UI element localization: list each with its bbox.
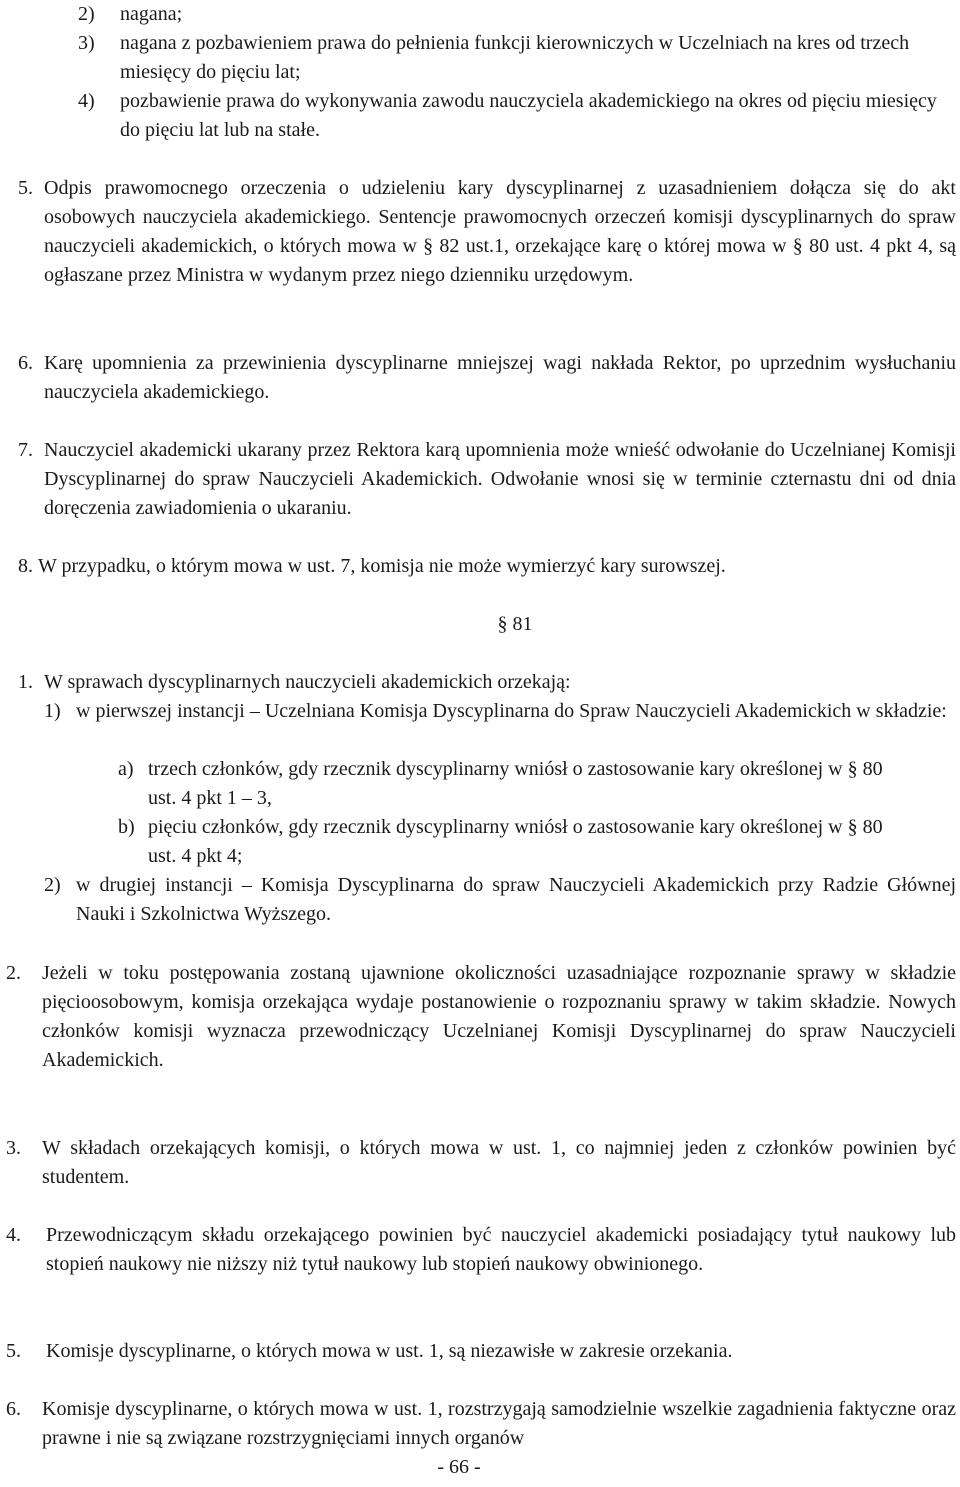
sub-list-item <box>118 813 898 871</box>
section-point-2 <box>6 959 956 1075</box>
paragraph-number: 5. <box>6 1340 21 1362</box>
paragraph-number: 4. <box>6 1224 21 1246</box>
list-item <box>44 871 956 929</box>
paragraph-number: 3. <box>6 1137 21 1159</box>
section-point-1 <box>18 668 956 697</box>
page-number: - 66 - <box>437 1456 481 1478</box>
paragraph-text: Nauczyciel akademicki ukarany przez Rektora karą upomnienia może wnieść odwołanie do Uczelnianej Komisji Dyscyplinarnej do spraw Nauczycieli Akademickich. Odwołanie wnosi się w terminie czternastu dni od dnia doręczenia zawiadomienia o ukaraniu. <box>44 439 956 519</box>
paragraph-number: 2. <box>6 962 21 984</box>
list-item-number: 4) <box>78 90 95 112</box>
paragraph-text: Przewodniczącym składu orzekającego powinien być nauczyciel akademicki posiadający tytuł naukowy lub stopień naukowy nie niższy niż tytuł naukowy lub stopień naukowy obwinionego. <box>46 1224 956 1275</box>
list-item <box>78 29 956 87</box>
list-item <box>78 0 956 29</box>
list-item <box>78 87 956 145</box>
section-point-3 <box>6 1134 956 1192</box>
paragraph-text: W przypadku, o którym mowa w ust. 7, komisja nie może wymierzyć kary surowszej. <box>38 555 726 577</box>
list-item-number: 3) <box>78 32 95 54</box>
sub-list-item-letter: a) <box>118 758 134 780</box>
section-heading: § 81 <box>497 613 533 635</box>
paragraph-text: W sprawach dyscyplinarnych nauczycieli akademickich orzekają: <box>44 671 571 693</box>
paragraph-number: 1. <box>18 671 33 693</box>
list-item-text: pozbawienie prawa do wykonywania zawodu nauczyciela akademickiego na okres od pięciu miesięcy do pięciu lat lub na stałe. <box>120 90 937 141</box>
list-item-text: w pierwszej instancji – Uczelniana Komisja Dyscyplinarna do Spraw Nauczycieli Akademickich w składzie: <box>76 700 947 722</box>
paragraph-5 <box>18 174 956 290</box>
paragraph-text: Komisje dyscyplinarne, o których mowa w ust. 1, są niezawisłe w zakresie orzekania. <box>46 1340 733 1362</box>
section-point-4 <box>6 1221 956 1279</box>
paragraph-7 <box>18 436 956 523</box>
list-item-number: 2) <box>44 874 61 896</box>
list-item-number: 1) <box>44 700 61 722</box>
paragraph-text: Komisje dyscyplinarne, o których mowa w ust. 1, rozstrzygają samodzielnie wszelkie zagadnienia faktyczne oraz prawne i nie są związane rozstrzygnięciami innych organów <box>42 1398 956 1449</box>
paragraph-text: Jeżeli w toku postępowania zostaną ujawnione okoliczności uzasadniające rozpoznanie sprawy w składzie pięcioosobowym, komisja orzekająca wydaje postanowienie o rozpoznaniu sprawy w takim składzie. Nowych członków komisji wyznacza przewodniczący Uczelnianej Komisji Dyscyplinarnej do spraw Nauczycieli Akademickich. <box>42 962 956 1071</box>
sub-list-item-text: trzech członków, gdy rzecznik dyscyplinarny wniósł o zastosowanie kary określonej w § 80 ust. 4 pkt 1 – 3, <box>148 758 883 809</box>
sub-list-item <box>118 755 898 813</box>
list-item-number: 2) <box>78 3 95 25</box>
paragraph-number: 6. <box>18 352 33 374</box>
paragraph-8 <box>18 552 956 581</box>
paragraph-number: 7. <box>18 439 33 461</box>
section-point-5 <box>6 1337 956 1366</box>
sub-list-item-letter: b) <box>118 816 135 838</box>
list-item-text: nagana; <box>120 3 183 25</box>
section-point-6 <box>6 1395 956 1453</box>
list-item <box>44 697 956 726</box>
paragraph-number: 6. <box>6 1398 21 1420</box>
sub-list-item-text: pięciu członków, gdy rzecznik dyscyplinarny wniósł o zastosowanie kary określonej w § 80 ust. 4 pkt 4; <box>148 816 883 867</box>
paragraph-6 <box>18 349 956 407</box>
paragraph-text: Odpis prawomocnego orzeczenia o udzieleniu kary dyscyplinarnej z uzasadnieniem dołącza się do akt osobowych nauczyciela akademickiego. Sentencje prawomocnych orzeczeń komisji dyscyplinarnych do spraw nauczycieli akademickich, o których mowa w § 82 ust.1, orzekające karę o której mowa w § 80 ust. 4 pkt 4, są ogłaszane przez Ministra w wydanym przez niego dzienniku urzędowym. <box>44 177 956 286</box>
paragraph-text: Karę upomnienia za przewinienia dyscyplinarne mniejszej wagi nakłada Rektor, po uprzednim wysłuchaniu nauczyciela akademickiego. <box>44 352 956 403</box>
paragraph-number: 5. <box>18 177 33 199</box>
list-top <box>78 0 956 145</box>
list-item-text: w drugiej instancji – Komisja Dyscyplinarna do spraw Nauczycieli Akademickich przy Radzie Głównej Nauki i Szkolnictwa Wyższego. <box>76 874 956 925</box>
paragraph-text: W składach orzekających komisji, o których mowa w ust. 1, co najmniej jeden z członków powinien być studentem. <box>42 1137 956 1188</box>
paragraph-number: 8. <box>18 555 33 577</box>
list-item-text: nagana z pozbawieniem prawa do pełnienia funkcji kierowniczych w Uczelniach na kres od trzech miesięcy do pięciu lat; <box>120 32 910 83</box>
